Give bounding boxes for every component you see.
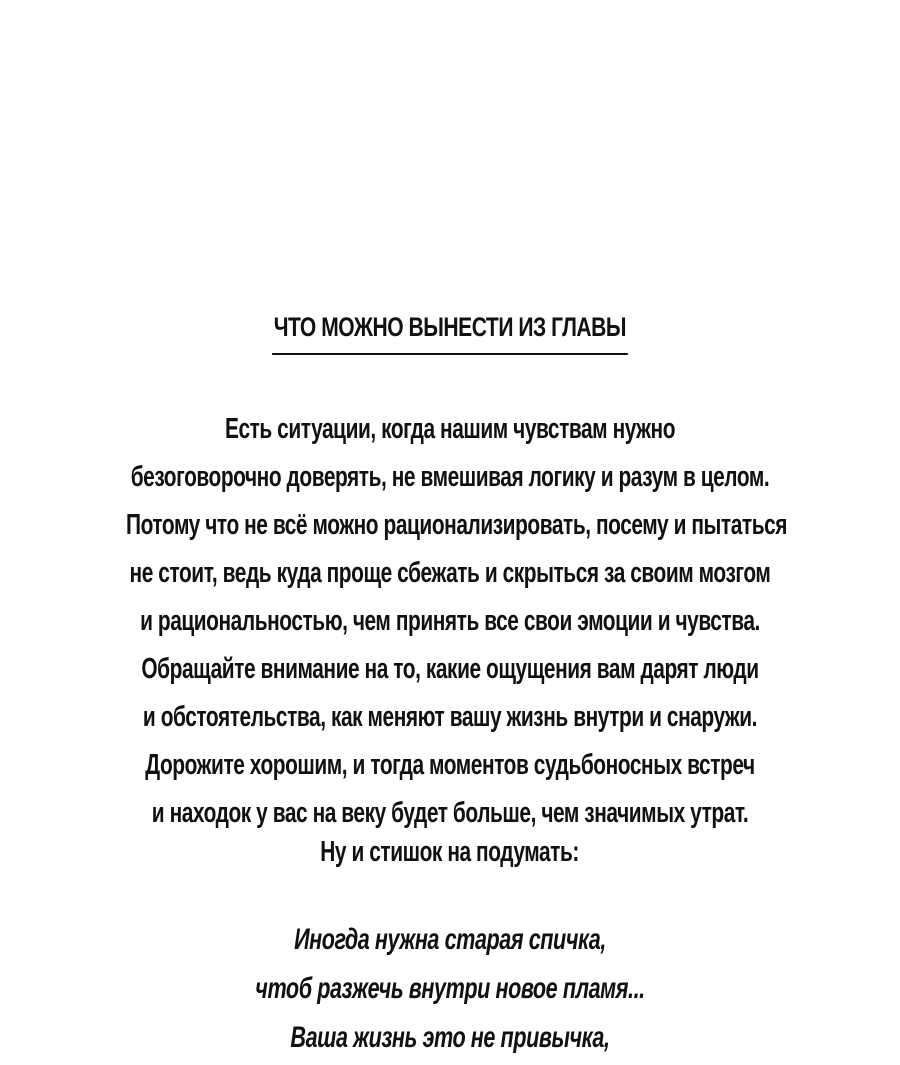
poem — [0, 915, 900, 1062]
paragraph-line: Потому что не всё можно рационализировать, посему и пытаться — [126, 509, 788, 541]
poem-line: Иногда нужна старая спичка, — [294, 923, 606, 956]
paragraph-line: и находок у вас на веку будет больше, чем значимых утрат. — [151, 797, 749, 829]
poem-intro-text: Ну и стишок на подумать: — [320, 836, 580, 868]
paragraph-line: и обстоятельства, как меняют вашу жизнь внутри и снаружи. — [142, 701, 758, 733]
paragraph-line: безоговорочно доверять, не вмешивая логику и разум в целом. — [130, 461, 770, 493]
paragraph-line: Дорожите хорошим, и тогда моментов судьбоносных встреч — [145, 749, 755, 781]
paragraph-line: Обращайте внимание на то, какие ощущения вам дарят люди — [141, 653, 759, 685]
paragraph-line: и рациональностью, чем принять все свои эмоции и чувства. — [140, 605, 760, 637]
poem-intro — [0, 836, 900, 869]
chapter-takeaway-heading: ЧТО МОЖНО ВЫНЕСТИ ИЗ ГЛАВЫ — [272, 312, 627, 355]
poem-line: Ваша жизнь это не привычка, — [290, 1021, 610, 1054]
paragraph-line: не стоит, ведь куда проще сбежать и скрыться за своим мозгом — [129, 557, 771, 589]
poem-line: чтоб разжечь внутри новое пламя... — [255, 972, 645, 1005]
takeaway-paragraph — [0, 405, 900, 837]
heading-container — [0, 312, 900, 355]
paragraph-line: Есть ситуации, когда нашим чувствам нужно — [224, 413, 676, 445]
